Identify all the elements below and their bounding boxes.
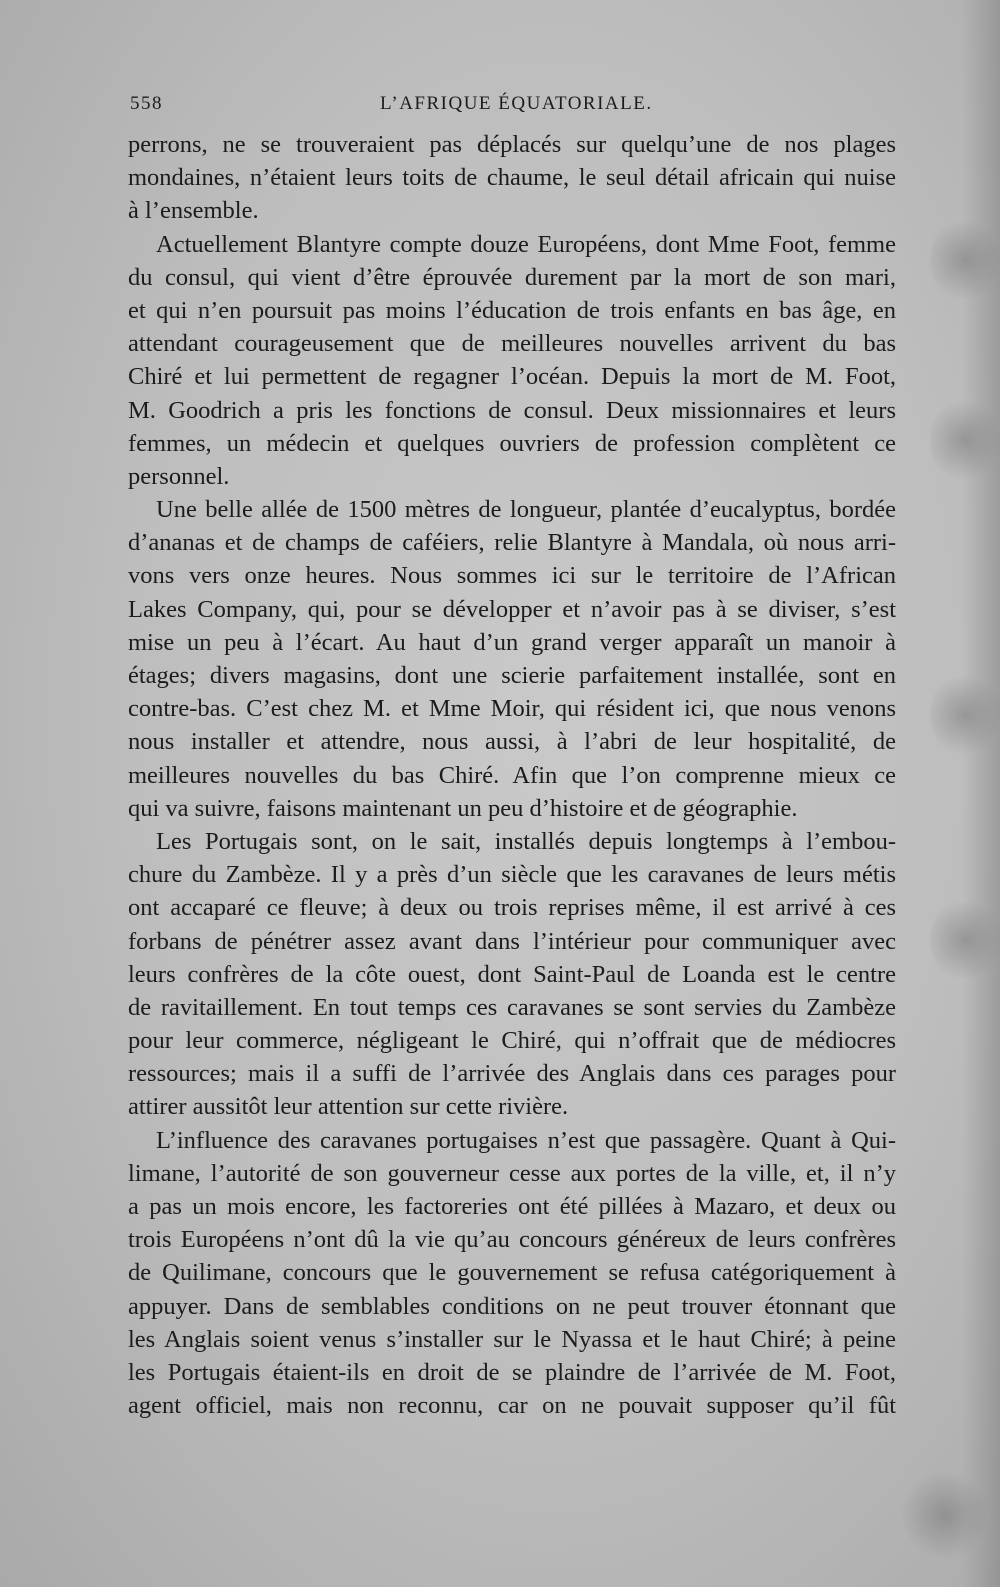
text-line: vons vers onze heures. Nous sommes ici sur le territoire de l’African — [128, 562, 896, 590]
text-line: attendant courageusement que de meilleures nouvelles arrivent du bas — [128, 330, 896, 358]
text-line: M. Goodrich a pris les fonctions de consul. Deux missionnaires et leurs — [128, 396, 896, 424]
text-line: à l’ensemble. — [128, 197, 259, 225]
text-line: et qui n’en poursuit pas moins l’éducation de trois enfants en bas âge, en — [128, 296, 896, 324]
text-line: de ravitaillement. En tout temps ces caravanes se sont servies du Zambèze — [128, 993, 896, 1021]
text-line: attirer aussitôt leur attention sur cette rivière. — [128, 1093, 569, 1121]
body-text — [128, 128, 896, 1422]
running-title: L’AFRIQUE ÉQUATORIALE. — [380, 93, 653, 114]
text-line: forbans de pénétrer assez avant dans l’intérieur pour communiquer avec — [128, 927, 896, 955]
text-line: mise un peu à l’écart. Au haut d’un grand verger apparaît un manoir à — [128, 628, 896, 656]
text-line: les Portugais étaient-ils en droit de se plaindre de l’arrivée de M. Foot, — [128, 1358, 896, 1386]
text-line: nous installer et attendre, nous aussi, à l’abri de leur hospitalité, de — [128, 728, 896, 756]
text-line: chure du Zambèze. Il y a près d’un siècle que les caravanes de leurs métis — [128, 861, 896, 889]
text-line: du consul, qui vient d’être éprouvée durement par la mort de son mari, — [128, 263, 896, 291]
text-line: Chiré et lui permettent de regagner l’océan. Depuis la mort de M. Foot, — [128, 363, 896, 391]
text-line: limane, l’autorité de son gouverneur cesse aux portes de la ville, et, il n’y — [128, 1159, 896, 1187]
text-line: contre-bas. C’est chez M. et Mme Moir, qui résident ici, que nous venons — [128, 695, 896, 723]
text-line: Lakes Company, qui, pour se développer et n’avoir pas à se diviser, s’est — [128, 595, 896, 623]
text-line: Actuellement Blantyre compte douze Européens, dont Mme Foot, femme — [156, 230, 896, 258]
text-line: trois Européens n’ont dû la vie qu’au concours généreux de leurs confrères — [128, 1226, 896, 1254]
text-line: mondaines, n’étaient leurs toits de chaume, le seul détail africain qui nuise — [128, 164, 896, 192]
text-line: femmes, un médecin et quelques ouvriers de profession complètent ce — [128, 429, 896, 457]
text-line: meilleures nouvelles du bas Chiré. Afin que l’on comprenne mieux ce — [128, 761, 896, 789]
text-line: leurs confrères de la côte ouest, dont Saint-Paul de Loanda est le centre — [128, 960, 896, 988]
text-line: de Quilimane, concours que le gouvernement se refusa catégoriquement à — [128, 1259, 896, 1287]
text-line: Les Portugais sont, on le sait, installés depuis longtemps à l’embou- — [156, 827, 896, 855]
text-line: pour leur commerce, négligeant le Chiré, qui n’offrait que de médiocres — [128, 1027, 896, 1055]
page-number: 558 — [130, 93, 163, 114]
text-line: Une belle allée de 1500 mètres de longueur, plantée d’eucalyptus, bordée — [156, 496, 896, 524]
running-header — [130, 93, 890, 123]
text-line: appuyer. Dans de semblables conditions on ne peut trouver étonnant que — [128, 1292, 896, 1320]
text-line: ont accaparé ce fleuve; à deux ou trois reprises même, il est arrivé à ces — [128, 894, 896, 922]
text-line: agent officiel, mais non reconnu, car on ne pouvait supposer qu’il fût — [128, 1392, 896, 1420]
text-line: personnel. — [128, 462, 230, 490]
text-line: qui va suivre, faisons maintenant un peu d’histoire et de géographie. — [128, 794, 798, 822]
text-line: perrons, ne se trouveraient pas déplacés sur quelqu’une de nos plages — [128, 131, 896, 158]
text-line: les Anglais soient venus s’installer sur le Nyassa et le haut Chiré; à peine — [128, 1325, 896, 1353]
text-line: étages; divers magasins, dont une scierie parfaitement installée, sont en — [128, 662, 896, 689]
text-line: L’influence des caravanes portugaises n’est que passagère. Quant à Qui- — [156, 1126, 896, 1154]
text-line: ressources; mais il a suffi de l’arrivée des Anglais dans ces parages pour — [128, 1060, 896, 1088]
text-line: a pas un mois encore, les factoreries ont été pillées à Mazaro, et deux ou — [128, 1193, 896, 1220]
page-edge-shadow — [962, 0, 1000, 1587]
text-line: d’ananas et de champs de caféiers, relie Blantyre à Mandala, où nous arri- — [128, 529, 896, 557]
